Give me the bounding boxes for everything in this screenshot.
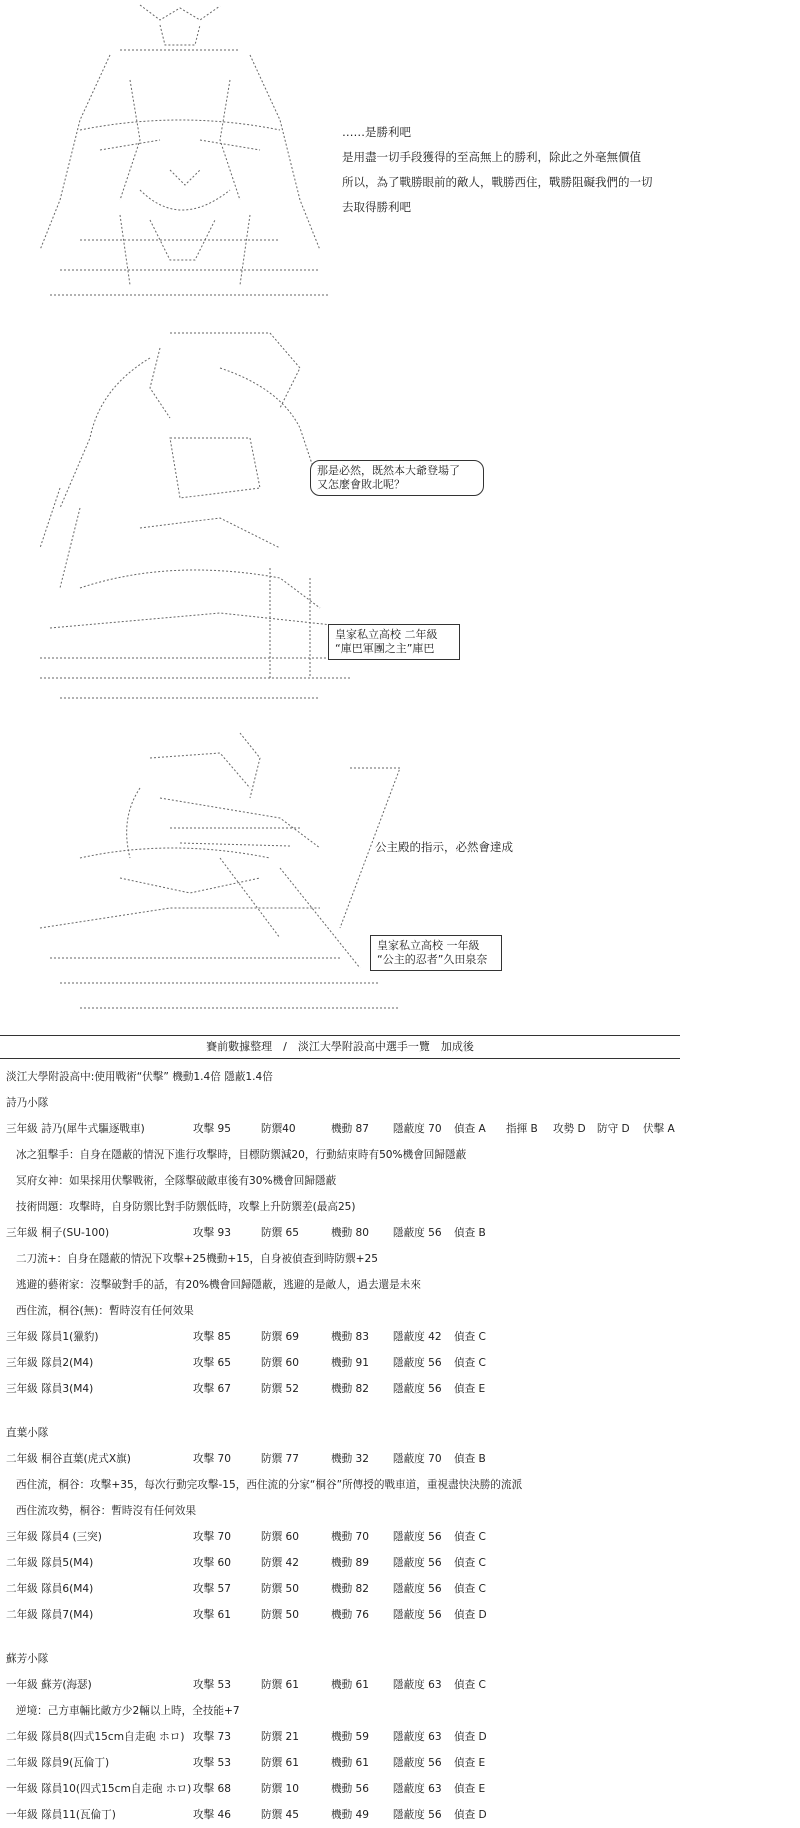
defense-stat: 防禦40 — [261, 1123, 296, 1135]
scout-stat: 偵查 B — [454, 1453, 486, 1465]
mobility-stat: 機動 56 — [331, 1783, 370, 1795]
skill-note — [6, 1272, 696, 1298]
mobility-stat: 機動 59 — [331, 1731, 370, 1743]
member-stat-row — [6, 1802, 696, 1828]
caption-school-line: 皇家私立高校 二年級 — [335, 628, 438, 641]
attack-stat: 攻擊 60 — [193, 1557, 232, 1569]
monologue-line-1: ……是勝利吧 — [342, 125, 411, 139]
skill-note — [6, 1246, 696, 1272]
member-stat-row — [6, 1672, 696, 1698]
member-name: 三年級 隊員2(M4) — [6, 1357, 94, 1369]
skill-text: 逃避的藝術家：沒擊破對手的話，有20%機會回歸隱蔽，逃避的是敵人，過去還是未來 — [16, 1279, 421, 1291]
defense-stat: 防禦 61 — [261, 1679, 300, 1691]
stats-table-header — [0, 1035, 680, 1059]
stealth-stat: 隱蔽度 56 — [393, 1557, 442, 1569]
member-name: 二年級 隊員7(M4) — [6, 1609, 94, 1621]
attack-stat: 攻擊 61 — [193, 1609, 232, 1621]
stealth-stat: 隱蔽度 56 — [393, 1357, 442, 1369]
section-line — [6, 1064, 696, 1090]
mobility-stat: 機動 76 — [331, 1609, 370, 1621]
mobility-stat: 機動 82 — [331, 1583, 370, 1595]
defense-stat: 防禦 50 — [261, 1583, 300, 1595]
scout-stat: 偵查 C — [454, 1357, 486, 1369]
skill-text: 冰之狙擊手：自身在隱蔽的情況下進行攻擊時，目標防禦減20，行動結束時有50%機會回歸隱蔽 — [16, 1149, 467, 1161]
scout-stat: 偵查 E — [454, 1783, 486, 1795]
skill-text: 西住流，桐谷：攻擊+35，每次行動完攻擊-15，西住流的分家“桐谷”所傳授的戰車道，重視盡快決勝的流派 — [16, 1479, 523, 1491]
member-name: 二年級 桐谷直葉(虎式X旗) — [6, 1453, 131, 1465]
stealth-stat: 隱蔽度 63 — [393, 1783, 442, 1795]
stealth-stat: 隱蔽度 63 — [393, 1679, 442, 1691]
member-stat-row — [6, 1446, 696, 1472]
member-name: 三年級 桐子(SU-100) — [6, 1227, 110, 1239]
stealth-stat: 隱蔽度 42 — [393, 1331, 442, 1343]
stealth-stat: 隱蔽度 63 — [393, 1731, 442, 1743]
stealth-stat: 隱蔽度 70 — [393, 1453, 442, 1465]
mobility-stat: 機動 87 — [331, 1123, 370, 1135]
defense-stat: 防禦 42 — [261, 1557, 300, 1569]
attack-stat: 攻擊 53 — [193, 1757, 232, 1769]
stealth-stat: 隱蔽度 56 — [393, 1757, 442, 1769]
attack-stat: 攻擊 46 — [193, 1809, 232, 1821]
skill-text: 二刀流+：自身在隱蔽的情況下攻擊+25機動+15，自身被偵查到時防禦+25 — [16, 1253, 378, 1265]
member-name: 一年級 隊員10(四式15cm自走砲 ホロ) — [6, 1783, 192, 1795]
member-stat-row — [6, 1776, 696, 1802]
section-text: 蘇芳小隊 — [6, 1653, 49, 1665]
member-name: 二年級 隊員6(M4) — [6, 1583, 94, 1595]
section-line — [6, 1646, 696, 1672]
member-stat-row — [6, 1116, 696, 1142]
member-stat-row — [6, 1524, 696, 1550]
skill-note — [6, 1498, 696, 1524]
defense-stat: 防禦 60 — [261, 1357, 300, 1369]
row-spacer — [6, 1402, 696, 1420]
skill-text: 西住流攻勢，桐谷：暫時沒有任何效果 — [16, 1505, 197, 1517]
mobility-stat: 機動 80 — [331, 1227, 370, 1239]
section-text: 詩乃小隊 — [6, 1097, 49, 1109]
skill-text: 冥府女神：如果採用伏擊戰術，全隊擊破敵車後有30%機會回歸隱蔽 — [16, 1175, 337, 1187]
attack-stat: 攻擊 85 — [193, 1331, 232, 1343]
member-stat-row — [6, 1220, 696, 1246]
scout-stat: 偵查 C — [454, 1679, 486, 1691]
section-text: 淡江大學附設高中:使用戰術“伏擊” 機動1.4倍 隱蔽1.4倍 — [6, 1071, 273, 1083]
scout-stat: 偵查 C — [454, 1331, 486, 1343]
defense-stat: 防禦 77 — [261, 1453, 300, 1465]
attack-stat: 攻擊 65 — [193, 1357, 232, 1369]
monologue-line-2: 是用盡一切手段獲得的至高無上的勝利，除此之外毫無價值 — [342, 150, 641, 164]
skill-text: 技術問題：攻擊時，自身防禦比對手防禦低時，攻擊上升防禦差(最高25) — [16, 1201, 356, 1213]
mobility-stat: 機動 91 — [331, 1357, 370, 1369]
mobility-stat: 機動 83 — [331, 1331, 370, 1343]
stealth-stat: 隱蔽度 56 — [393, 1531, 442, 1543]
attack-stat: 攻擊 67 — [193, 1383, 232, 1395]
skill-text: 逆境：己方車輛比敵方少2輛以上時，全技能+7 — [16, 1705, 240, 1717]
panel3-speech-text: 公主殿的指示，必然會達成 — [375, 840, 513, 854]
stealth-stat: 隱蔽度 56 — [393, 1383, 442, 1395]
stats-table-rows — [6, 1064, 696, 1828]
defense-stat: 防禦 69 — [261, 1331, 300, 1343]
caption-title-line: “公主的忍者”久田泉奈 — [377, 953, 488, 966]
defense-stat: 防禦 50 — [261, 1609, 300, 1621]
bubble-line-1: 那是必然，既然本大爺登場了 — [317, 464, 460, 477]
attack-stat: 攻擊 93 — [193, 1227, 232, 1239]
stats-table-title: 賽前數據整理 / 淡江大學附設高中選手一覽 加成後 — [206, 1040, 474, 1053]
mobility-stat: 機動 49 — [331, 1809, 370, 1821]
member-name: 二年級 隊員5(M4) — [6, 1557, 94, 1569]
attack-stat: 攻擊 70 — [193, 1531, 232, 1543]
offense-stat: 攻勢 D — [553, 1123, 586, 1135]
skill-note — [6, 1698, 696, 1724]
skill-note — [6, 1194, 696, 1220]
monologue-line-4: 去取得勝利吧 — [342, 200, 411, 214]
member-name: 三年級 詩乃(犀牛式驅逐戰車) — [6, 1123, 145, 1135]
panel1-monologue — [342, 120, 762, 220]
ascii-art-character-1 — [20, 0, 340, 305]
bubble-line-2: 又怎麼會敗北呢？ — [317, 478, 405, 491]
skill-note — [6, 1142, 696, 1168]
mobility-stat: 機動 61 — [331, 1757, 370, 1769]
member-stat-row — [6, 1376, 696, 1402]
row-spacer — [6, 1628, 696, 1646]
mobility-stat: 機動 61 — [331, 1679, 370, 1691]
member-name: 三年級 隊員3(M4) — [6, 1383, 94, 1395]
stealth-stat: 隱蔽度 70 — [393, 1123, 442, 1135]
member-stat-row — [6, 1550, 696, 1576]
caption-title-line: “庫巴軍團之主”庫巴 — [335, 642, 435, 655]
attack-stat: 攻擊 95 — [193, 1123, 232, 1135]
character-caption-izuna — [370, 935, 502, 971]
member-name: 二年級 隊員9(瓦倫丁) — [6, 1757, 110, 1769]
defend-stat: 防守 D — [597, 1123, 630, 1135]
defense-stat: 防禦 61 — [261, 1757, 300, 1769]
member-name: 一年級 蘇芳(海瑟) — [6, 1679, 92, 1691]
mobility-stat: 機動 70 — [331, 1531, 370, 1543]
scout-stat: 偵查 C — [454, 1557, 486, 1569]
scout-stat: 偵查 A — [454, 1123, 486, 1135]
member-name: 三年級 隊員4 (三突) — [6, 1531, 102, 1543]
skill-note — [6, 1472, 696, 1498]
panel3-speech — [375, 835, 575, 860]
member-stat-row — [6, 1602, 696, 1628]
command-stat: 指揮 B — [506, 1123, 538, 1135]
speech-bubble — [310, 460, 484, 496]
defense-stat: 防禦 21 — [261, 1731, 300, 1743]
defense-stat: 防禦 10 — [261, 1783, 300, 1795]
stealth-stat: 隱蔽度 56 — [393, 1609, 442, 1621]
attack-stat: 攻擊 70 — [193, 1453, 232, 1465]
stealth-stat: 隱蔽度 56 — [393, 1227, 442, 1239]
stealth-stat: 隱蔽度 56 — [393, 1809, 442, 1821]
section-text: 直葉小隊 — [6, 1427, 49, 1439]
scout-stat: 偵查 E — [454, 1383, 486, 1395]
member-name: 一年級 隊員11(瓦倫丁) — [6, 1809, 116, 1821]
scout-stat: 偵查 B — [454, 1227, 486, 1239]
defense-stat: 防禦 65 — [261, 1227, 300, 1239]
member-stat-row — [6, 1724, 696, 1750]
mobility-stat: 機動 82 — [331, 1383, 370, 1395]
monologue-line-3: 所以，為了戰勝眼前的敵人，戰勝西住，戰勝阻礙我們的一切 — [342, 175, 653, 189]
skill-note — [6, 1168, 696, 1194]
mobility-stat: 機動 32 — [331, 1453, 370, 1465]
skill-text: 西住流，桐谷(無)：暫時沒有任何效果 — [16, 1305, 194, 1317]
ascii-art-character-3 — [20, 728, 420, 1028]
section-line — [6, 1090, 696, 1116]
attack-stat: 攻擊 53 — [193, 1679, 232, 1691]
stealth-stat: 隱蔽度 56 — [393, 1583, 442, 1595]
character-caption-kupa — [328, 624, 460, 660]
section-line — [6, 1420, 696, 1446]
member-stat-row — [6, 1750, 696, 1776]
member-stat-row — [6, 1350, 696, 1376]
scout-stat: 偵查 D — [454, 1609, 487, 1621]
mobility-stat: 機動 89 — [331, 1557, 370, 1569]
member-stat-row — [6, 1324, 696, 1350]
scout-stat: 偵查 C — [454, 1583, 486, 1595]
scout-stat: 偵查 D — [454, 1809, 487, 1821]
member-name: 三年級 隊員1(獵豹) — [6, 1331, 99, 1343]
defense-stat: 防禦 60 — [261, 1531, 300, 1543]
scout-stat: 偵查 C — [454, 1531, 486, 1543]
member-name: 二年級 隊員8(四式15cm自走砲 ホロ) — [6, 1731, 185, 1743]
caption-school-line: 皇家私立高校 一年級 — [377, 939, 480, 952]
ambush-stat: 伏擊 A — [643, 1123, 675, 1135]
attack-stat: 攻擊 57 — [193, 1583, 232, 1595]
defense-stat: 防禦 45 — [261, 1809, 300, 1821]
defense-stat: 防禦 52 — [261, 1383, 300, 1395]
attack-stat: 攻擊 68 — [193, 1783, 232, 1795]
skill-note — [6, 1298, 696, 1324]
scout-stat: 偵查 E — [454, 1757, 486, 1769]
scout-stat: 偵查 D — [454, 1731, 487, 1743]
attack-stat: 攻擊 73 — [193, 1731, 232, 1743]
member-stat-row — [6, 1576, 696, 1602]
